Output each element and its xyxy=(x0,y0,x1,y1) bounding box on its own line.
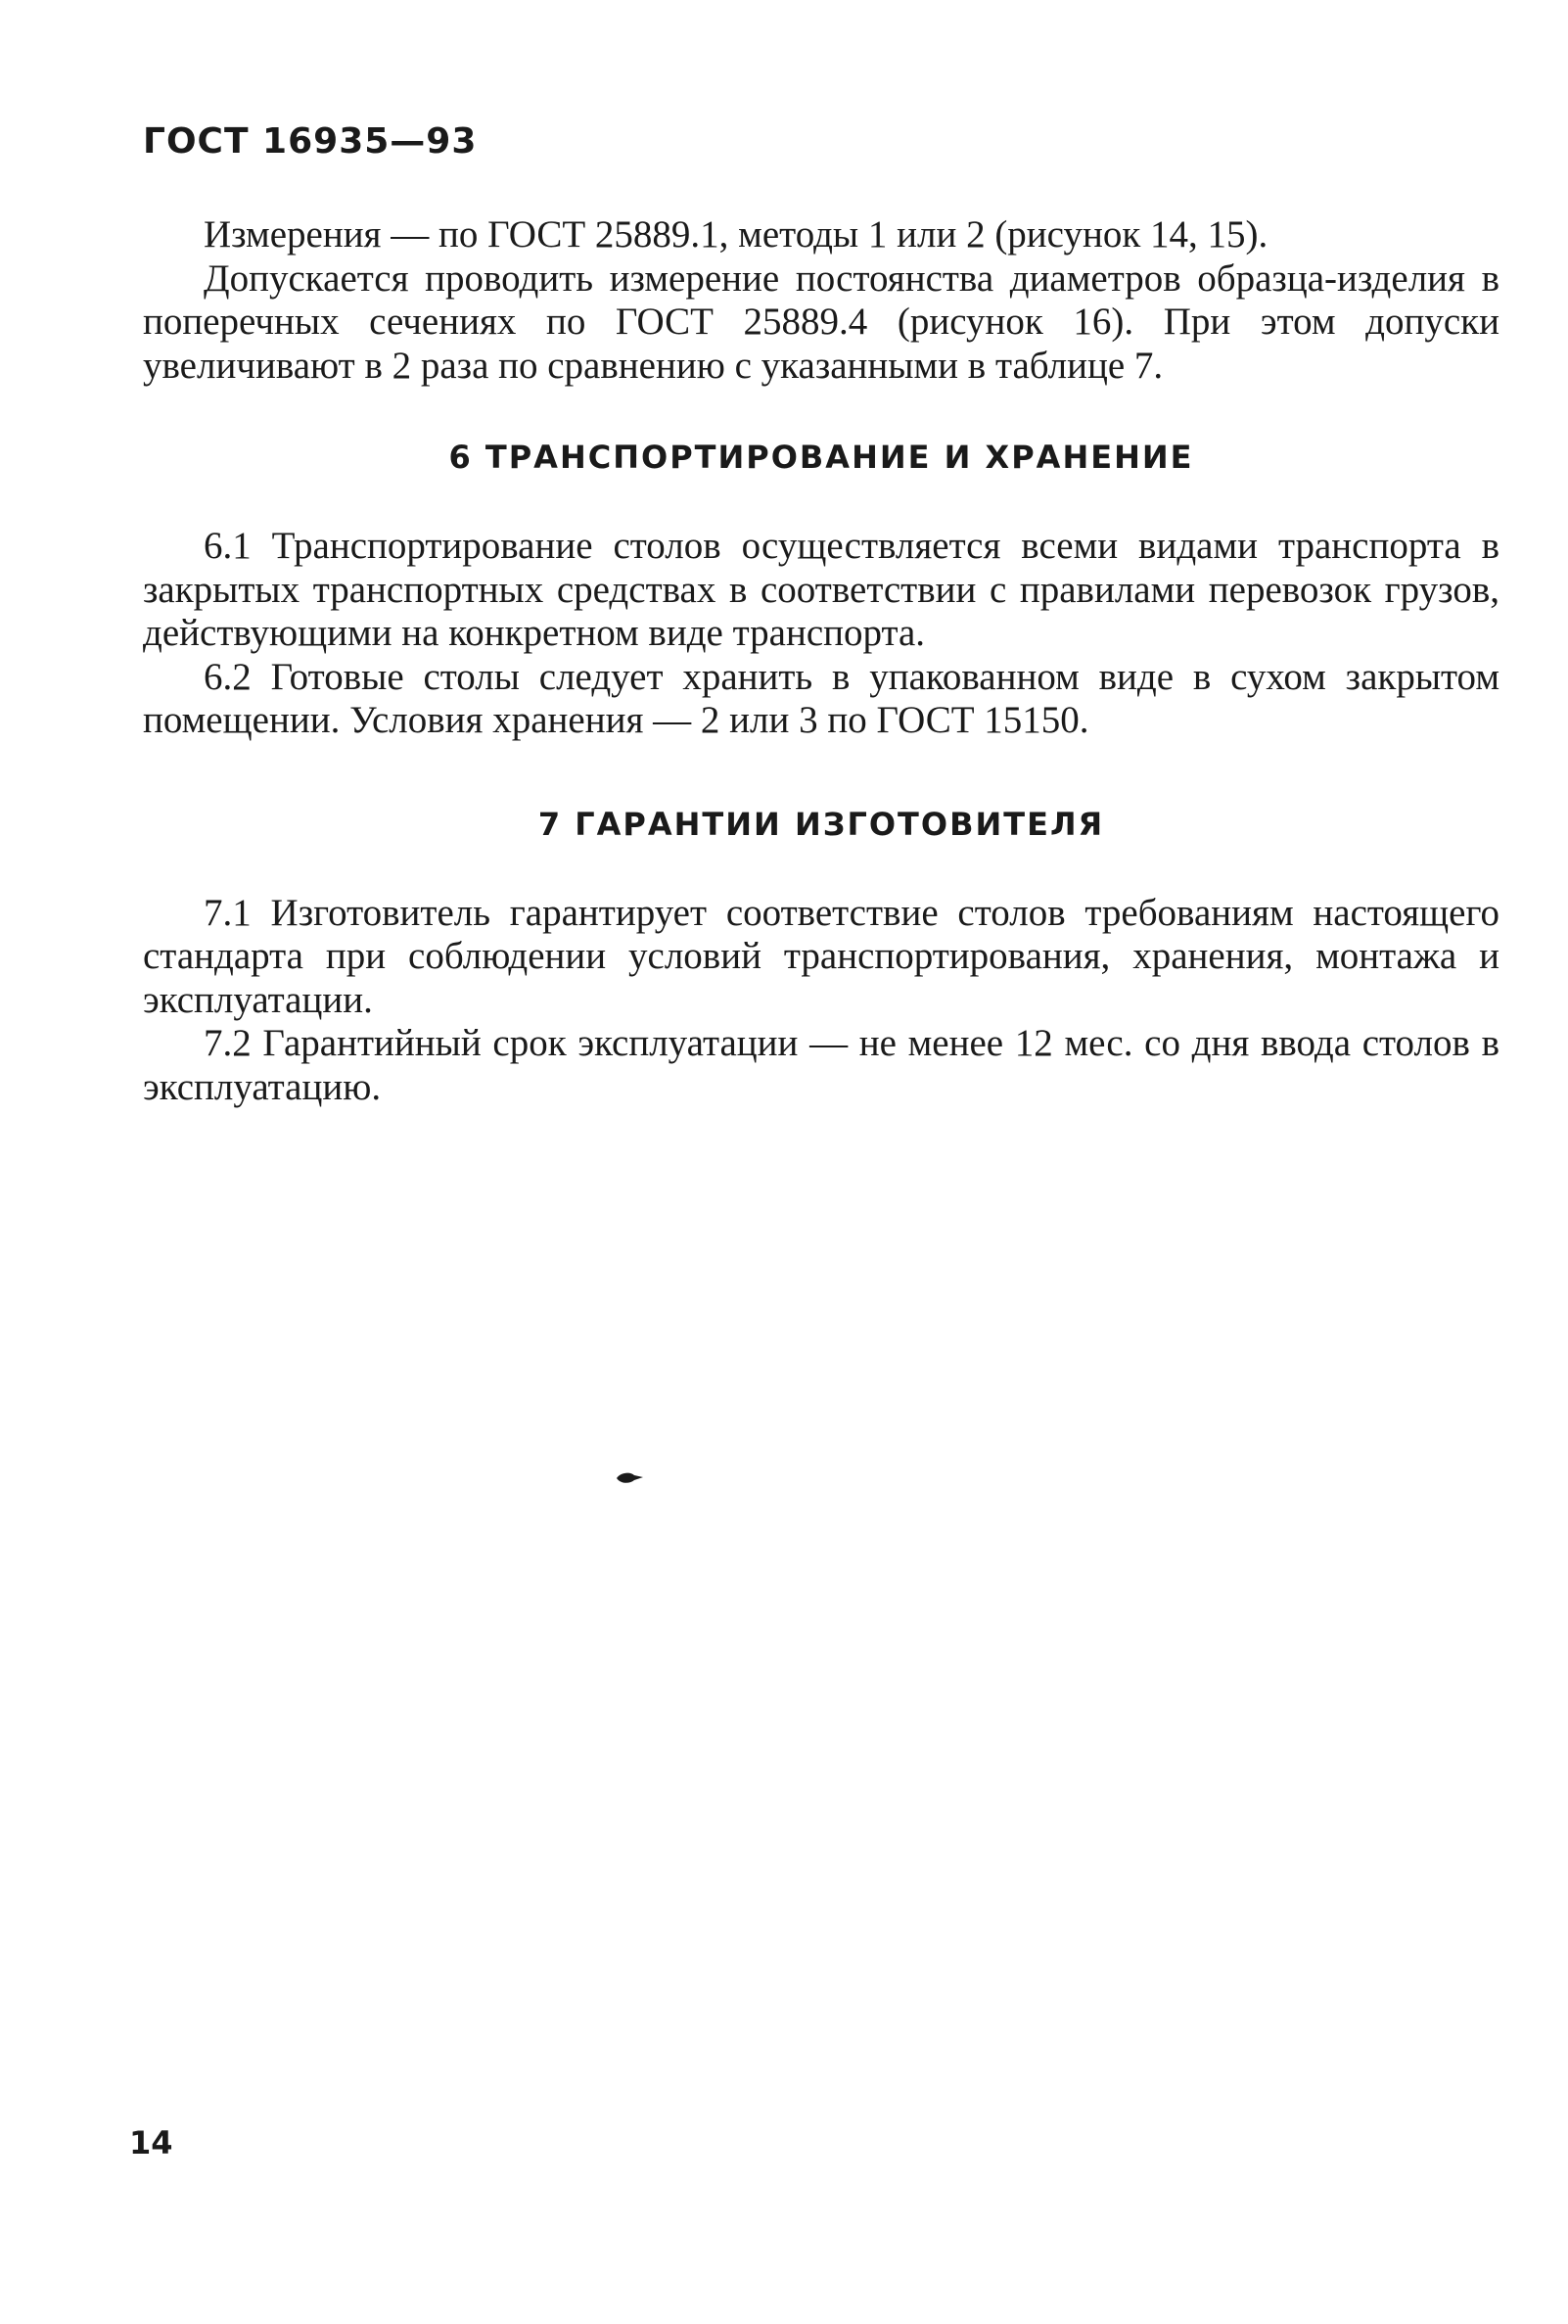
section-heading-manufacturer-warranty: 7 ГАРАНТИИ ИЗГОТОВИТЕЛЯ xyxy=(537,805,1105,843)
ink-blot-mark xyxy=(615,1471,644,1485)
paragraph-7-2: 7.2 Гарантийный срок эксплуатации — не менее 12 мес. со дня ввода столов в эксплуатацию. xyxy=(143,1022,1499,1108)
body-text xyxy=(143,213,1499,1109)
page-number: 14 xyxy=(129,2124,173,2161)
paragraph-measurements: Измерения — по ГОСТ 25889.1, методы 1 или 2 (рисунок 14, 15). xyxy=(204,213,1268,256)
document-page xyxy=(129,0,1499,2324)
paragraph-6-1: 6.1 Транспортирование столов осуществляется всеми видами транспорта в закрытых транспортных средствах в соответствии с правилами перевозок грузов, действующими на конкретном виде транспорта. xyxy=(143,525,1499,654)
running-header-doc-code: ГОСТ 16935—93 xyxy=(143,121,478,162)
paragraph-7-1: 7.1 Изготовитель гарантирует соответствие столов требованиям настоящего стандарта при соблюдении условий транспортирования, хранения, монтажа и эксплуатации. xyxy=(143,891,1499,1021)
section-heading-transport-storage: 6 ТРАНСПОРТИРОВАНИЕ И ХРАНЕНИЕ xyxy=(448,439,1194,476)
paragraph-6-2: 6.2 Готовые столы следует хранить в упакованном виде в сухом закрытом помещении. Условия хранения — 2 или 3 по ГОСТ 15150. xyxy=(143,655,1499,741)
paragraph-diameter-tolerance: Допускается проводить измерение постоянства диаметров образца-изделия в поперечных сечениях по ГОСТ 25889.4 (рисунок 16). При этом допуски увеличивают в 2 раза по сравнению с указанными в таблице 7. xyxy=(143,256,1499,387)
